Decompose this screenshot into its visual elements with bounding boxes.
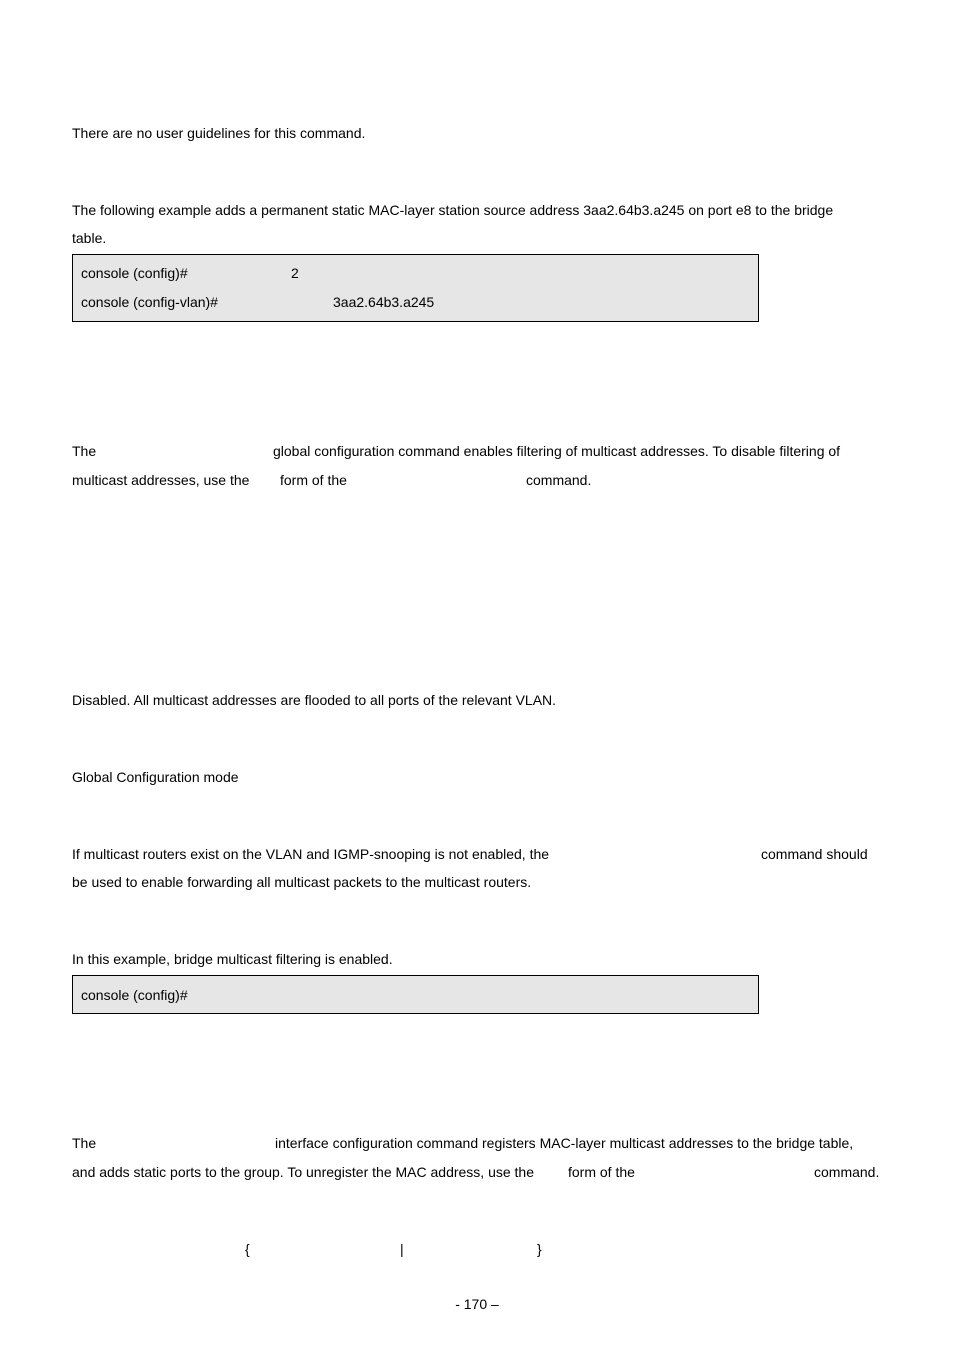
usage-guidelines-text: command should [761,846,868,862]
syntax-separator: | [400,1241,404,1257]
description-text: and adds static ports to the group. To unregister the MAC address, use the [72,1164,535,1180]
description-text: interface configuration command registers MAC-layer multicast addresses to the bridge table, [275,1135,854,1151]
default-config-text: Disabled. All multicast addresses are flooded to all ports of the relevant VLAN. [72,692,557,708]
code-example-box [72,975,759,1014]
example-intro-line: table. [72,230,107,246]
description-text: command. [814,1164,880,1180]
description-text: form of the [280,472,347,488]
description-text: The [72,1135,97,1151]
code-example-box [72,254,759,322]
syntax-open-brace: { [245,1241,250,1257]
page-number: - 170 – [455,1296,499,1312]
description-text: form of the [568,1164,635,1180]
description-text: command. [526,472,592,488]
code-prompt: console (config)# [81,987,188,1003]
code-prompt: console (config)# [81,265,188,281]
usage-guidelines-text: be used to enable forwarding all multicast packets to the multicast routers. [72,874,532,890]
usage-guidelines-text: If multicast routers exist on the VLAN and IGMP-snooping is not enabled, the [72,846,550,862]
description-text: global configuration command enables filtering of multicast addresses. To disable filtering of [273,443,841,459]
syntax-close-brace: } [537,1241,542,1257]
description-text: multicast addresses, use the [72,472,250,488]
usage-guidelines-text: There are no user guidelines for this command. [72,125,366,141]
description-text: The [72,443,97,459]
code-argument: 2 [291,265,299,281]
example-intro-line: The following example adds a permanent static MAC-layer station source address 3aa2.64b3.a245 on port e8 to the bridge [72,202,834,218]
example-intro-line: In this example, bridge multicast filtering is enabled. [72,951,393,967]
command-mode-text: Global Configuration mode [72,769,239,785]
code-prompt: console (config-vlan)# [81,294,218,310]
code-argument: 3aa2.64b3.a245 [333,294,435,310]
